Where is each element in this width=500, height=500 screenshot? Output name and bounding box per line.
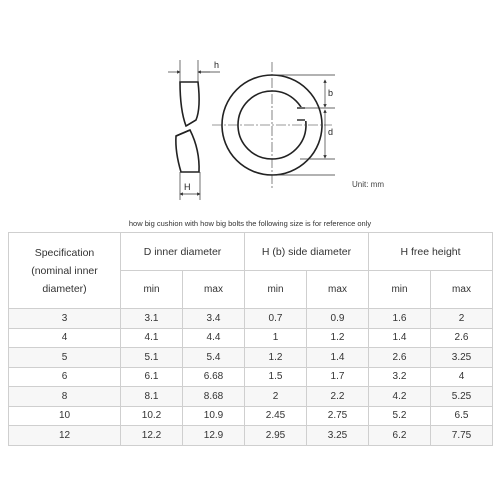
- table-cell: 12.9: [183, 426, 245, 446]
- table-cell: 1.4: [307, 348, 369, 368]
- table-row: [9, 309, 493, 329]
- table-cell: 5.2: [369, 406, 431, 426]
- dim-b-label: b: [328, 88, 334, 98]
- table-cell: 0.9: [307, 309, 369, 329]
- side-view-icon: [176, 82, 199, 172]
- table-cell: 4: [431, 367, 493, 387]
- table-cell: 4.4: [183, 328, 245, 348]
- table-row: [9, 406, 493, 426]
- table-cell: 8.1: [121, 387, 183, 407]
- table-cell: 2.6: [431, 328, 493, 348]
- table-row: [9, 387, 493, 407]
- dim-h-label: h: [214, 60, 220, 70]
- table-cell: 3.25: [431, 348, 493, 368]
- table-cell: 10.2: [121, 406, 183, 426]
- table-cell: 12: [9, 426, 121, 446]
- min-header: min: [245, 271, 307, 309]
- table-cell: 1.2: [307, 328, 369, 348]
- table-row: [9, 367, 493, 387]
- table-cell: 3.1: [121, 309, 183, 329]
- max-header: max: [183, 271, 245, 309]
- table-row: [9, 348, 493, 368]
- min-header: min: [369, 271, 431, 309]
- table-cell: 2.6: [369, 348, 431, 368]
- dim-d-label: d: [328, 127, 334, 137]
- max-header: max: [431, 271, 493, 309]
- washer-technical-drawing: [0, 0, 500, 215]
- table-row: [9, 328, 493, 348]
- table-cell: 2: [431, 309, 493, 329]
- table-cell: 8.68: [183, 387, 245, 407]
- table-cell: 2.2: [307, 387, 369, 407]
- table-cell: 8: [9, 387, 121, 407]
- table-cell: 1.5: [245, 367, 307, 387]
- table-cell: 5.1: [121, 348, 183, 368]
- table-cell: 2.75: [307, 406, 369, 426]
- max-header: max: [307, 271, 369, 309]
- table-cell: 10.9: [183, 406, 245, 426]
- table-cell: 1.6: [369, 309, 431, 329]
- table-cell: 2.95: [245, 426, 307, 446]
- min-header: min: [121, 271, 183, 309]
- table-cell: 2.45: [245, 406, 307, 426]
- table-row: [9, 426, 493, 446]
- table-cell: 12.2: [121, 426, 183, 446]
- table-cell: 3.2: [369, 367, 431, 387]
- table-cell: 5: [9, 348, 121, 368]
- table-cell: 4.2: [369, 387, 431, 407]
- table-cell: 5.25: [431, 387, 493, 407]
- table-cell: 1.4: [369, 328, 431, 348]
- size-table: [8, 232, 493, 446]
- side-diameter-header: H (b) side diameter: [245, 233, 369, 271]
- table-cell: 1.7: [307, 367, 369, 387]
- table-cell: 4.1: [121, 328, 183, 348]
- table-cell: 6.68: [183, 367, 245, 387]
- table-cell: 5.4: [183, 348, 245, 368]
- unit-label: Unit: mm: [352, 180, 384, 189]
- inner-diameter-header: D inner diameter: [121, 233, 245, 271]
- table-cell: 1: [245, 328, 307, 348]
- table-cell: 2: [245, 387, 307, 407]
- dim-H-label: H: [184, 182, 191, 192]
- table-cell: 6.1: [121, 367, 183, 387]
- reference-note: how big cushion with how big bolts the following size is for reference only: [128, 219, 372, 228]
- table-cell: 4: [9, 328, 121, 348]
- table-cell: 10: [9, 406, 121, 426]
- table-cell: 0.7: [245, 309, 307, 329]
- free-height-header: H free height: [369, 233, 493, 271]
- table-cell: 3: [9, 309, 121, 329]
- table-cell: 6: [9, 367, 121, 387]
- table-cell: 1.2: [245, 348, 307, 368]
- table-cell: 7.75: [431, 426, 493, 446]
- table-cell: 3.25: [307, 426, 369, 446]
- spec-header: Specification (nominal inner diameter): [9, 233, 121, 309]
- table-cell: 6.2: [369, 426, 431, 446]
- table-cell: 6.5: [431, 406, 493, 426]
- table-cell: 3.4: [183, 309, 245, 329]
